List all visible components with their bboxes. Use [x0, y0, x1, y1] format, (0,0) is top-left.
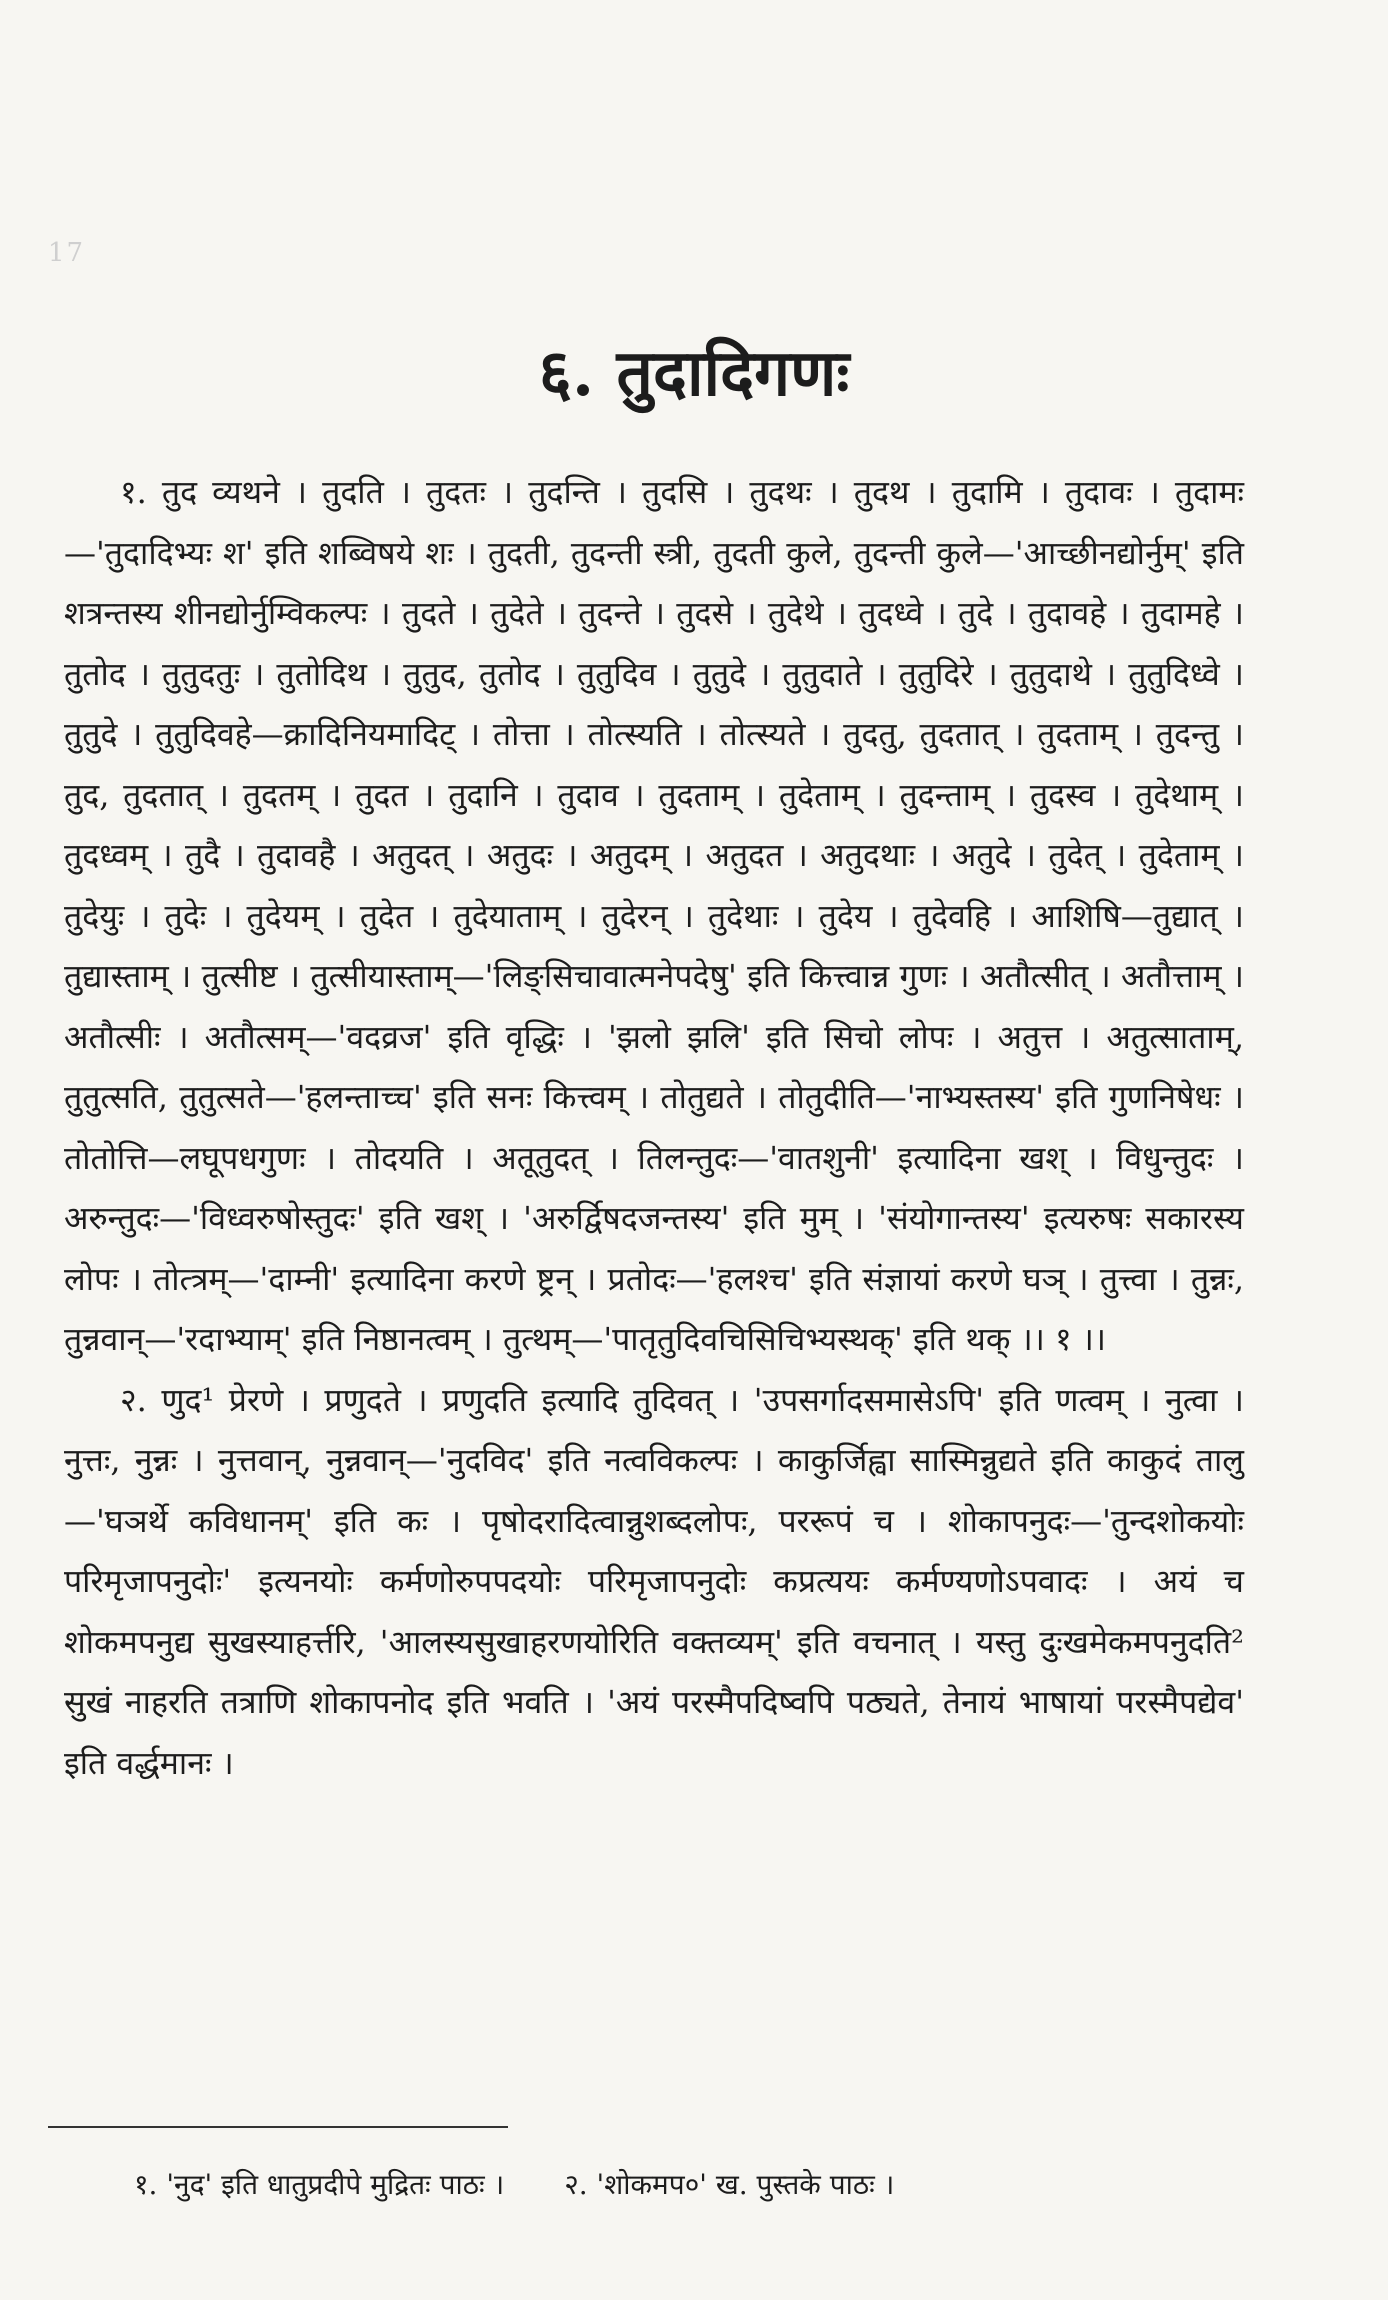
footnote-1: १. 'नुद' इति धातुप्रदीपे मुद्रितः पाठः ।: [134, 2168, 505, 2201]
footnote-2: २. 'शोकमप०' ख. पुस्तके पाठः ।: [564, 2168, 895, 2201]
chapter-title: ६. तुदादिगणः: [538, 336, 850, 411]
margin-mark: 17: [48, 238, 86, 268]
body-text: [64, 462, 1244, 1793]
paragraph-tud: १. तुद व्यथने । तुदति । तुदतः । तुदन्ति । तुदसि । तुदथः । तुदथ । तुदामि । तुदावः । तुदामः—'तुदादिभ्यः श' इति शब्विषये शः । तुदती, तुदन्ती स्त्री, तुदती कुले, तुदन्ती कुले—'आच्छीनद्योर्नुम्' इति शत्रन्तस्य शीनद्योर्नुम्विकल्पः । तुदते । तुदेते । तुदन्ते । तुदसे । तुदेथे । तुदध्वे । तुदे । तुदावहे । तुदामहे । तुतोद । तुतुदतुः । तुतोदिथ । तुतुद, तुतोद । तुतुदिव । तुतुदे । तुतुदाते । तुतुदिरे । तुतुदाथे । तुतुदिध्वे । तुतुदे । तुतुदिवहे—क्रादिनियमादिट् । तोत्ता । तोत्स्यति । तोत्स्यते । तुदतु, तुदतात् । तुदताम् । तुदन्तु । तुद, तुदतात् । तुदतम् । तुदत । तुदानि । तुदाव । तुदताम् । तुदेताम् । तुदन्ताम् । तुदस्व । तुदेथाम् । तुदध्वम् । तुदै । तुदावहै । अतुदत् । अतुदः । अतुदम् । अतुदत । अतुदथाः । अतुदे । तुदेत् । तुदेताम् । तुदेयुः । तुदेः । तुदेयम् । तुदेत । तुदेयाताम् । तुदेरन् । तुदेथाः । तुदेय । तुदेवहि । आशिषि—तुद्यात् । तुद्यास्ताम् । तुत्सीष्ट । तुत्सीयास्ताम्—'लिङ्सिचावात्मनेपदेषु' इति कित्त्वान्न गुणः । अतौत्सीत् । अतौत्ताम् । अतौत्सीः । अतौत्सम्—'वदव्रज' इति वृद्धिः । 'झलो झलि' इति सिचो लोपः । अतुत्त । अतुत्साताम्, तुतुत्सति, तुतुत्सते—'हलन्ताच्च' इति सनः कित्त्वम् । तोतुद्यते । तोतुदीति—'नाभ्यस्तस्य' इति गुणनिषेधः । तोतोत्ति—लघूपधगुणः । तोदयति । अतूतुदत् । तिलन्तुदः—'वातशुनी' इत्यादिना खश् । विधुन्तुदः । अरुन्तुदः—'विध्वरुषोस्तुदः' इति खश् । 'अरुर्द्विषदजन्तस्य' इति मुम् । 'संयोगान्तस्य' इत्यरुषः सकारस्य लोपः । तोत्त्रम्—'दाम्नी' इत्यादिना करणे ष्ट्रन् । प्रतोदः—'हलश्च' इति संज्ञायां करणे घञ् । तुत्त्वा । तुन्नः, तुन्नवान्—'रदाभ्याम्' इति निष्ठानत्वम् । तुत्थम्—'पातृतुदिवचिसिचिभ्यस्थक्' इति थक् ।। १ ।।: [64, 473, 1244, 1358]
footnote-rule: [48, 2126, 508, 2128]
footnotes: [64, 2162, 1314, 2208]
paragraph-nud: २. णुद¹ प्रेरणे । प्रणुदते । प्रणुदति इत्यादि तुदिवत् । 'उपसर्गादसमासेऽपि' इति णत्वम् । नुत्वा । नुत्तः, नुन्नः । नुत्तवान्, नुन्नवान्—'नुदविद' इति नत्वविकल्पः । काकुर्जिह्वा सास्मिन्नुद्यते इति काकुदं तालु—'घञर्थे कविधानम्' इति कः । पृषोदरादित्वान्नुशब्दलोपः, पररूपं च । शोकापनुदः—'तुन्दशोकयोः परिमृजापनुदोः' इत्यनयोः कर्मणोरुपपदयोः परिमृजापनुदोः कप्रत्ययः कर्मण्यणोऽपवादः । अयं च शोकमपनुद्य सुखस्याहर्त्तरि, 'आलस्यसुखाहरणयोरिति वक्तव्यम्' इति वचनात् । यस्तु दुःखमेकमपनुदति² सुखं नाहरति तत्राणि शोकापनोद इति भवति । 'अयं परस्मैपदिष्वपि पठ्यते, तेनायं भाषायां परस्मैपद्येव' इति वर्द्धमानः ।: [64, 1380, 1244, 1782]
